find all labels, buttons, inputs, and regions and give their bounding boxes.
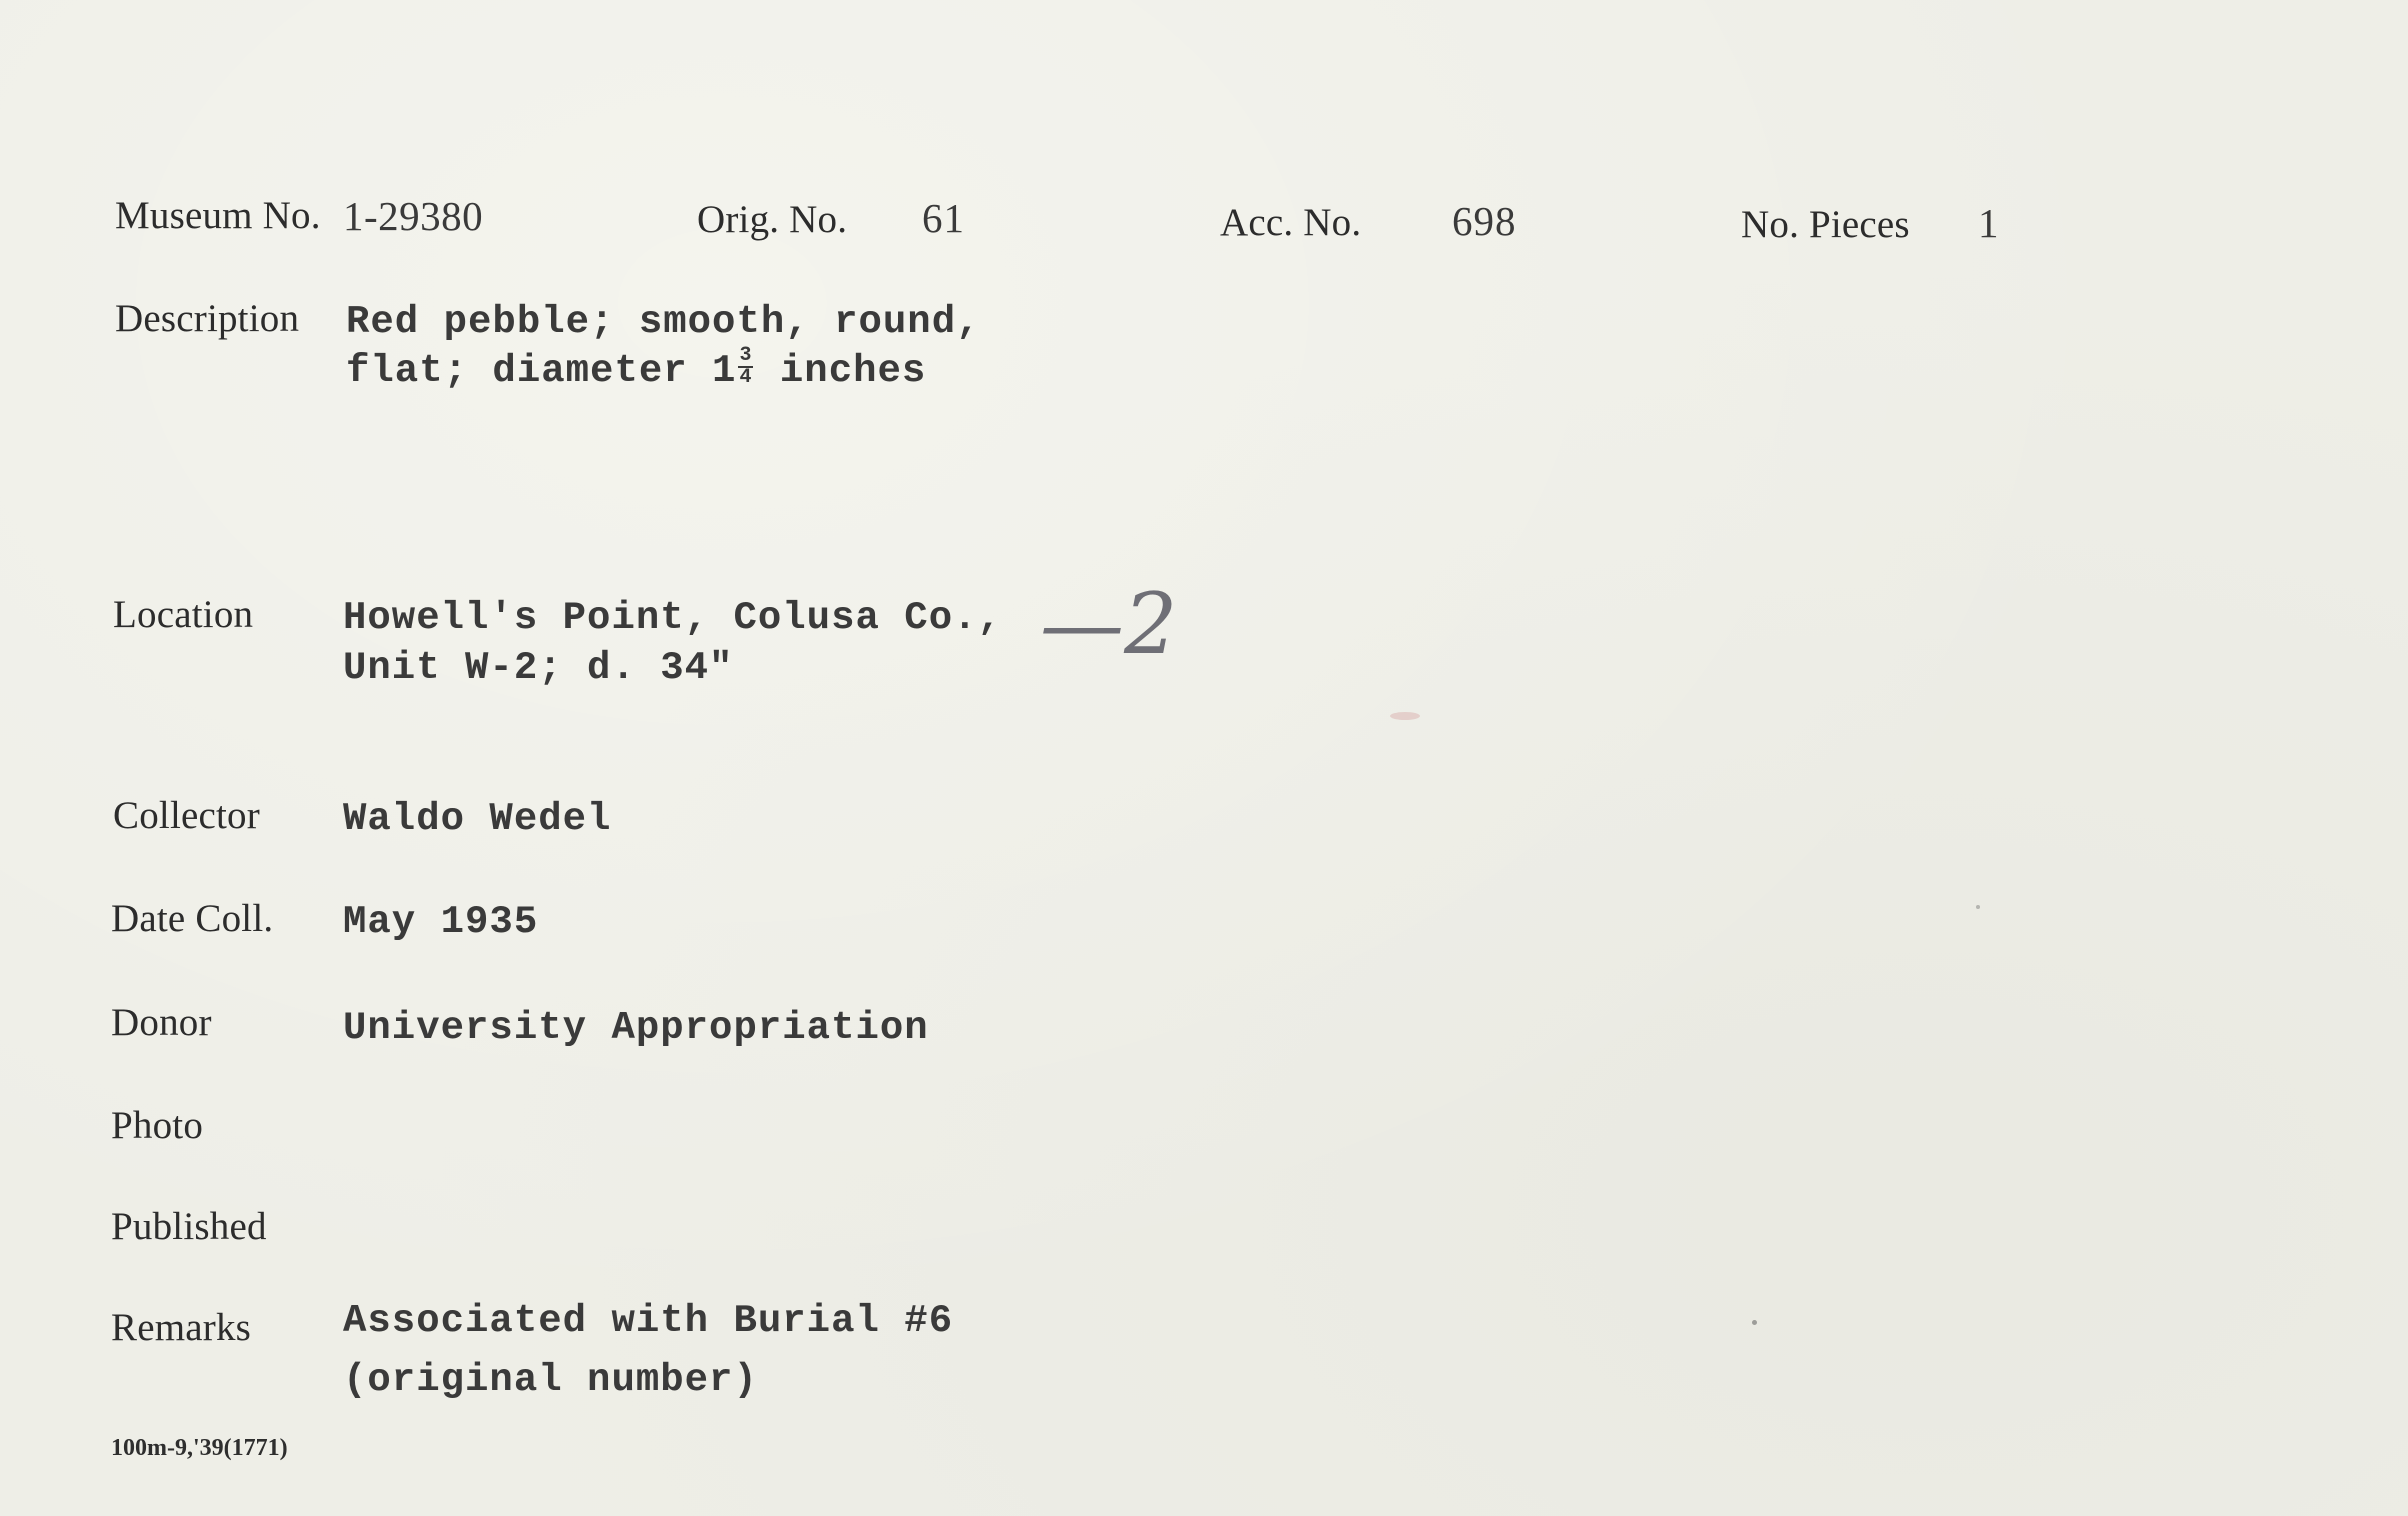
- paper-speck: [1390, 712, 1420, 720]
- acc-no-label: Acc. No.: [1220, 201, 1362, 244]
- published-label: Published: [111, 1205, 267, 1248]
- donor-value: University Appropriation: [343, 1006, 929, 1050]
- date-coll-label: Date Coll.: [111, 897, 274, 940]
- remarks-line-1: Associated with Burial #6: [343, 1299, 954, 1343]
- handwritten-note: —2: [1040, 575, 1178, 673]
- date-coll-value: May 1935: [343, 900, 539, 944]
- fraction: [738, 343, 753, 389]
- orig-no-value: 61: [922, 195, 965, 241]
- fraction-numerator: 3: [739, 343, 753, 367]
- description-line-2-prefix: flat; diameter 1: [346, 349, 737, 393]
- museum-no-label: Museum No.: [115, 194, 321, 237]
- remarks-line-2: (original number): [343, 1358, 758, 1402]
- collector-label: Collector: [113, 794, 260, 837]
- location-label: Location: [113, 593, 254, 636]
- museum-no-value: 1-29380: [343, 193, 484, 239]
- photo-label: Photo: [111, 1104, 204, 1147]
- no-pieces-value: 1: [1978, 200, 2000, 246]
- acc-no-value: 698: [1452, 198, 1517, 244]
- paper-speck: [1976, 905, 1980, 909]
- no-pieces-label: No. Pieces: [1741, 203, 1910, 246]
- orig-no-label: Orig. No.: [697, 198, 848, 241]
- description-line-1: Red pebble; smooth, round,: [346, 300, 981, 344]
- description-line-2-suffix: inches: [755, 349, 927, 393]
- description-line-2: [346, 343, 927, 396]
- location-line-2: Unit W-2; d. 34": [343, 646, 734, 690]
- location-line-1: Howell's Point, Colusa Co.,: [343, 596, 1002, 640]
- description-label: Description: [115, 297, 300, 340]
- remarks-label: Remarks: [111, 1306, 252, 1349]
- collector-value: Waldo Wedel: [343, 797, 612, 841]
- fraction-denominator: 4: [739, 365, 753, 389]
- donor-label: Donor: [111, 1001, 212, 1044]
- print-code: 100m-9,'39(1771): [111, 1435, 288, 1461]
- paper-speck: [1752, 1320, 1757, 1325]
